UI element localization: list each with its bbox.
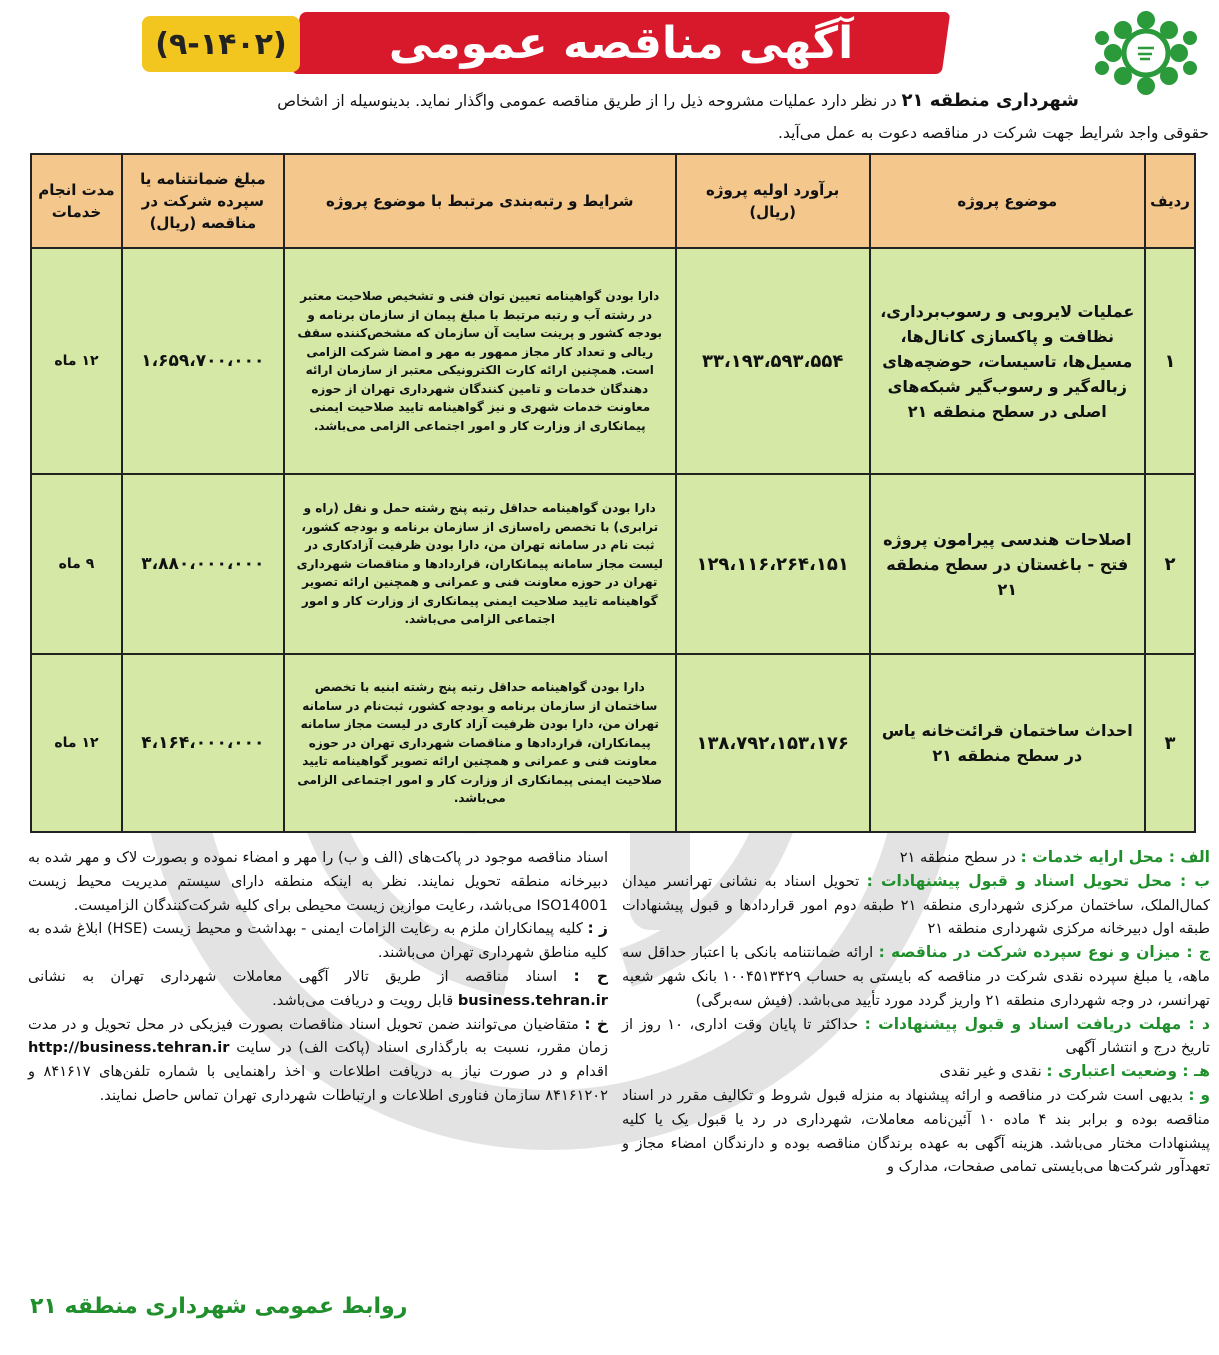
row-idx: ۲ — [1145, 474, 1195, 654]
clause-dal-label: د : مهلت دریافت اسناد و قبول پیشنهادات : — [864, 1014, 1210, 1033]
row-estimate: ۱۳۸،۷۹۲،۱۵۳،۱۷۶ — [676, 654, 870, 832]
clause-khe-label: خ : — [584, 1014, 608, 1033]
clause-khe-tail: اقدام و در صورت نیاز به دریافت اطلاعات و اخذ راهنمایی با شماره تلفن‌های ۸۴۱۶۱۷ و ۸۴۱۶۱۲۰۲ سازمان فناوری اطلاعات و ارتباطات شهرداری تهران تماس حاصل نمایند. — [28, 1063, 608, 1104]
clause-dal — [622, 1013, 1210, 1061]
clause-vav-label: و : — [1188, 1085, 1210, 1104]
clause-jim — [622, 941, 1210, 1012]
clause-jim-text: ارائه ضمانتنامه بانکی با اعتبار حداقل سه ماهه، یا مبلغ سپرده نقدی شرکت در مناقصه که بایستی به حساب ۱۰۰۴۵۱۳۴۲۹ بانک شهر شعبه تهرانسر، در وجه شهرداری منطقه ۲۱ واریز گردد مورد تأیید می‌باشد. (فیش سه‌برگی) — [622, 944, 1210, 1009]
row-conditions: دارا بودن گواهینامه حداقل رتبه پنج رشته حمل و نقل (راه و ترابری) با تخصص راه‌سازی از سازمان برنامه و بودجه کشور، ثبت نام در سامانه تهران من، دارا بودن ظرفیت آزادکاری در لیست مجاز سامانه پیمانکاران، قراردادها و مناقصات شهرداری تهران در حوزه معاونت فنی و عمرانی و همچنین ارائه تصویر گواهینامه تایید صلاحیت ایمنی پیمانکاری از وزارت کار و امور اجتماعی الزامی می‌باشد. — [284, 474, 676, 654]
business-upload-link[interactable]: http://business.tehran.ir — [28, 1039, 230, 1057]
table-row — [31, 248, 1195, 474]
clause-he-label: هـ : وضعیت اعتباری : — [1046, 1062, 1210, 1081]
public-relations-signature: روابط عمومی شهرداری منطقه ۲۱ — [30, 1294, 408, 1319]
clause-continuation: اسناد مناقصه موجود در پاکت‌های (الف و ب) را مهر و امضاء نموده و بصورت لاک و مهر شده به دبیرخانه منطقه تحویل نمایند. نظر به اینکه منطقه دارای سیستم مدیریت محیط زیست ISO14001 می‌باشد، رعایت موازین زیست محیطی برای کلیه شرکت‌کنندگان الزامیست. — [28, 849, 608, 914]
notice-code-badge: (۹-۱۴۰۲) — [142, 16, 300, 72]
clause-be — [622, 870, 1210, 941]
clause-he2 — [28, 965, 608, 1013]
clause-vav — [622, 1084, 1210, 1179]
clause-jim-label: ج : میزان و نوع سپرده شرکت در مناقصه : — [878, 943, 1210, 962]
row-duration: ۱۲ ماه — [31, 248, 122, 474]
clause-khe — [28, 1013, 608, 1108]
intro-line-1 — [10, 86, 1079, 116]
intro-municipality: شهرداری منطقه ۲۱ — [901, 90, 1079, 111]
clause-dal-text: حداکثر تا پایان وقت اداری، ۱۰ روز از تاریخ درج و انتشار آگهی — [622, 1015, 1210, 1057]
header-idx: ردیف — [1145, 154, 1195, 248]
row-guarantee: ۱،۶۵۹،۷۰۰،۰۰۰ — [122, 248, 284, 474]
row-subject: عملیات لایروبی و رسوب‌برداری، نظافت و پاکسازی کانال‌ها، مسیل‌ها، تاسیسات، حوضچه‌های زباله‌گیر و رسوب‌گیر شبکه‌های اصلی در سطح منطقه ۲۱ — [870, 248, 1145, 474]
business-site-link[interactable]: business.tehran.ir — [457, 991, 608, 1009]
intro-line-2: حقوقی واجد شرایط جهت شرکت در مناقصه دعوت به عمل می‌آید. — [778, 124, 1209, 142]
row-subject: اصلاحات هندسی پیرامون پروژه فتح - باغستان در سطح منطقه ۲۱ — [870, 474, 1145, 654]
row-conditions: دارا بودن گواهینامه تعیین توان فنی و تشخیص صلاحیت معتبر در رشته آب و رتبه مرتبط با مبلغ پیمان از سازمان برنامه و بودجه کشور و پرینت سایت آن سازمان که مشخص‌کننده سقف ریالی و تعداد کار مجاز ممهور به مهر و امضا شرکت الزامی است. همچنین ارائه کارت الکترونیکی معتبر از سازمان ارائه دهندگان خدمات و تامین کنندگان شهرداری تهران از حوزه معاونت خدمات شهری و نیز گواهینامه تایید صلاحیت ایمنی پیمانکاری از وزارت کار و امور اجتماعی الزامی می‌باشد. — [284, 248, 676, 474]
clause-he2-text: اسناد مناقصه از طریق تالار آگهی معاملات شهرداری تهران به نشانی — [28, 967, 574, 985]
row-guarantee: ۳،۸۸۰،۰۰۰،۰۰۰ — [122, 474, 284, 654]
clause-ze — [28, 917, 608, 965]
table-row — [31, 654, 1195, 832]
clause-he2-tail: قابل رویت و دریافت می‌باشد. — [272, 991, 458, 1009]
clause-ze-label: ز : — [587, 919, 608, 938]
tehran-municipality-logo-icon — [1082, 8, 1210, 98]
row-conditions: دارا بودن گواهینامه حداقل رتبه پنج رشته ابنیه با تخصص ساختمان از سازمان برنامه و بودجه کشور، ثبت‌نام در سامانه تهران من، دارا بودن ظرفیت آزاد کاری در لیست مجاز سامانه پیمانکاران، قراردادها و مناقصات شهرداری تهران در حوزه معاونت فنی و عمرانی و همچنین ارائه تصویر گواهینامه تایید صلاحیت ایمنی پیمانکاری از وزارت کار و امور اجتماعی الزامی می‌باشد. — [284, 654, 676, 832]
clause-alef-text: در سطح منطقه ۲۱ — [899, 849, 1021, 866]
clause-he — [622, 1060, 1210, 1084]
clause-be-label: ب : محل تحویل اسناد و قبول پیشنهادات : — [866, 871, 1211, 890]
details-left-column — [28, 846, 608, 1108]
clause-khe-text: متقاضیان می‌توانند ضمن تحویل اسناد مناقصات بصورت فیزیکی در محل تحویل و در مدت زمان مقرر، نسبت به بارگذاری اسناد (پاکت الف) در سایت — [28, 1015, 609, 1057]
clause-ze-text: کلیه پیمانکاران ملزم به رعایت الزامات ایمنی - بهداشت و محیط زیست (HSE) ابلاغ شده به کلیه مناطق شهرداری تهران می‌باشند. — [28, 920, 608, 962]
row-subject: احداث ساختمان قرائت‌خانه یاس در سطح منطقه ۲۱ — [870, 654, 1145, 832]
header-guarantee: مبلغ ضمانتنامه یا سپرده شرکت در مناقصه (ریال) — [122, 154, 284, 248]
header-duration: مدت انجام خدمات — [31, 154, 122, 248]
header-subject: موضوع پروژه — [870, 154, 1145, 248]
clause-alef-label: الف : محل ارایه خدمات : — [1020, 848, 1210, 866]
row-duration: ۱۲ ماه — [31, 654, 122, 832]
clause-he-text: نقدی و غیر نقدی — [939, 1063, 1047, 1081]
tender-table — [30, 153, 1196, 833]
row-idx: ۱ — [1145, 248, 1195, 474]
header-conditions: شرایط و رتبه‌بندی مرتبط با موضوع پروژه — [284, 154, 676, 248]
details-right-column — [622, 846, 1210, 1179]
intro-text: در نظر دارد عملیات مشروحه ذیل را از طریق مناقصه عمومی واگذار نماید. بدینوسیله از اشخاص — [277, 92, 902, 110]
page-title: آگهی مناقصه عمومی — [388, 17, 854, 69]
row-estimate: ۳۳،۱۹۳،۵۹۳،۵۵۴ — [676, 248, 870, 474]
clause-he2-label: ح : — [573, 966, 608, 985]
clause-vav-text: بدیهی است شرکت در مناقصه و ارائه پیشنهاد به منزله قبول شروط و تکالیف مقرر در اسناد مناقصه بوده و برابر بند ۴ ماده ۱۰ آئین‌نامه معاملات، شهرداری در رد یا قبول یک یا کلیه پیشنهادات مختار می‌باشد. هزینه آگهی به عهده برندگان مناقصه بوده و دارندگان امضاء مجاز و تعهدآور شرکت‌ها می‌بایستی تمامی صفحات، مدارک و — [622, 1086, 1210, 1176]
header-estimate: برآورد اولیه پروژه (ریال) — [676, 154, 870, 248]
row-estimate: ۱۲۹،۱۱۶،۲۶۴،۱۵۱ — [676, 474, 870, 654]
table-row — [31, 474, 1195, 654]
row-duration: ۹ ماه — [31, 474, 122, 654]
clause-alef — [622, 846, 1210, 870]
row-guarantee: ۴،۱۶۴،۰۰۰،۰۰۰ — [122, 654, 284, 832]
clause-be-text: تحویل اسناد به نشانی تهرانسر میدان کمال‌الملک، ساختمان مرکزی شهرداری منطقه ۲۱ طبقه دوم امور قراردادها و قبول پیشنهادات طبقه اول دبیرخانه مرکزی شهرداری منطقه ۲۱ — [622, 872, 1210, 938]
row-idx: ۳ — [1145, 654, 1195, 832]
